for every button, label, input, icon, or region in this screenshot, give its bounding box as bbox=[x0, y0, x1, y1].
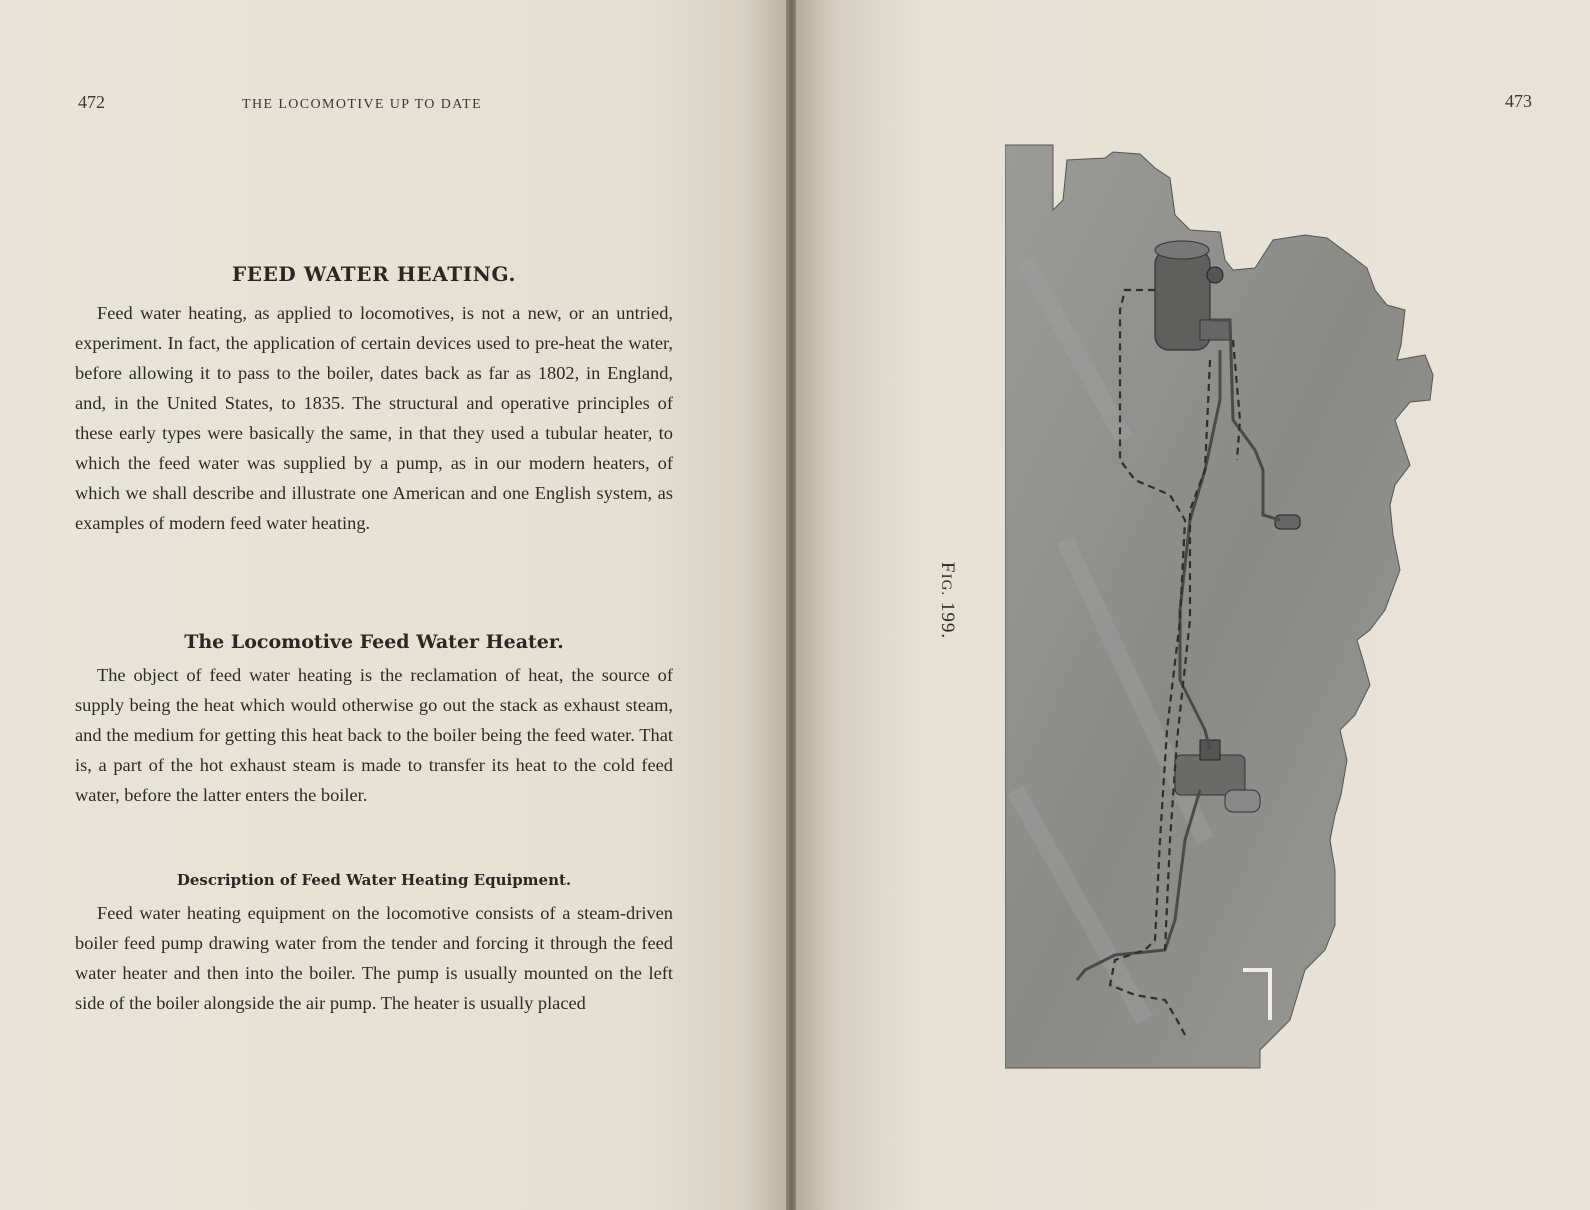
figure-199-illustration bbox=[1005, 140, 1450, 1070]
figure-caption bbox=[936, 562, 958, 639]
page-number-right: 473 bbox=[1505, 91, 1532, 111]
check-valve bbox=[1275, 515, 1300, 529]
caption-prefix: F bbox=[937, 562, 958, 574]
minor-heading: Description of Feed Water Heating Equipment. bbox=[176, 871, 572, 889]
left-page bbox=[0, 0, 790, 1210]
locomotive-side-photo bbox=[1005, 140, 1450, 1070]
object-paragraph bbox=[75, 660, 673, 810]
page-number-left: 472 bbox=[78, 92, 105, 112]
paragraph-text: Feed water heating, as applied to locomotives, is not a new, or an untried, experiment. In fact, the application of certain devices used to pre-heat the water, before allowing it to pass to the boiler, dates back as far as 1802, in England, and, in the United States, to 1835. The structural and operative principles of these early types were basically the same, in that they used a tubular heater, to which the feed water was supplied by a pump, as in our modern heaters, of which we shall describe and illustrate one American and one English system, as examples of modern feed water heating. bbox=[75, 303, 673, 533]
caption-smallcaps: IG. bbox=[938, 573, 954, 597]
caption-number: 199. bbox=[937, 601, 958, 640]
running-title: THE LOCOMOTIVE UP TO DATE bbox=[242, 97, 483, 112]
subsection-heading: The Locomotive Feed Water Heater. bbox=[184, 631, 564, 653]
locomotive-silhouette bbox=[1005, 145, 1433, 1068]
paragraph-text: Feed water heating equipment on the locomotive consists of a steam-driven boiler feed pump drawing water from the tender and forcing it through the feed water heater and then into the boiler. The pump is usually mounted on the left side of the boiler alongside the air pump. The heater is usually placed bbox=[75, 903, 673, 1013]
paragraph-text: The object of feed water heating is the reclamation of heat, the source of supply being the heat which would otherwise go out the stack as exhaust steam, and the medium for getting this heat back to the boiler being the feed water. That is, a part of the hot exhaust steam is made to transfer its heat to the cold feed water, before the latter enters the boiler. bbox=[75, 665, 673, 805]
intro-paragraph bbox=[75, 298, 673, 538]
section-heading: FEED WATER HEATING. bbox=[231, 262, 517, 286]
equipment-paragraph bbox=[75, 898, 673, 1018]
